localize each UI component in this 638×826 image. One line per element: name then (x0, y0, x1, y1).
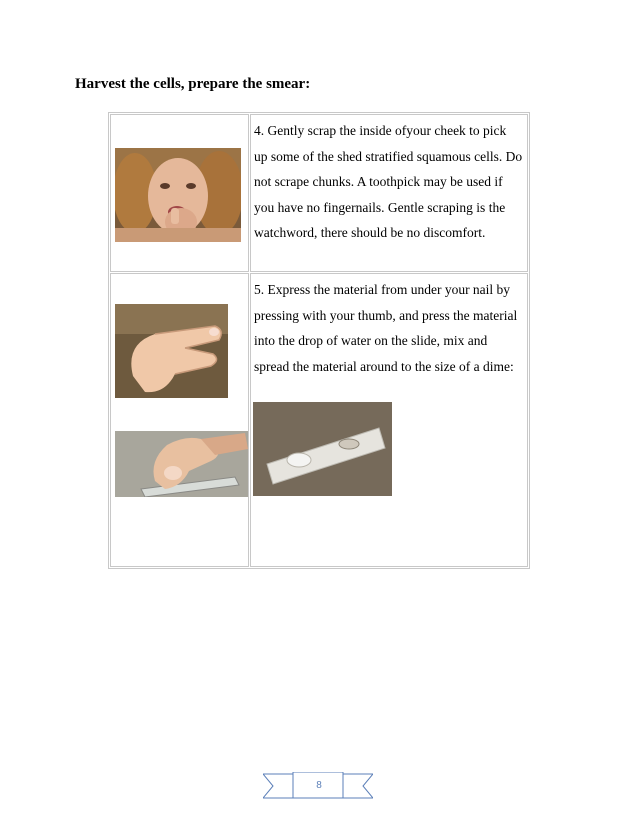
page-number: 8 (316, 780, 322, 791)
woman-scraping-cheek-photo (115, 148, 241, 242)
image-cell (110, 114, 249, 272)
step-5-text: 5. Express the material from under your nail by pressing with your thumb, and press the material into the drop of water on the slide, mix and spread the material around to the size of a dime: (254, 282, 518, 374)
section-heading: Harvest the cells, prepare the smear: (75, 76, 311, 92)
slide-with-smear-photo (253, 402, 392, 496)
step-4-text: 4. Gently scrap the inside ofyour cheek to pick up some of the shed stratified squamous cells. Do not scrape chunks. A toothpick may be used if you have no fingernails. Gentle scraping is the watchword, there should be no discomfort. (254, 123, 523, 240)
text-cell (250, 114, 528, 272)
finger-on-slide-photo (115, 431, 248, 497)
text-cell (250, 273, 528, 567)
table-row (110, 114, 528, 272)
procedure-table (108, 112, 530, 569)
image-cell (110, 273, 249, 567)
fingers-pressing-photo (115, 304, 228, 398)
table-row (110, 273, 528, 567)
